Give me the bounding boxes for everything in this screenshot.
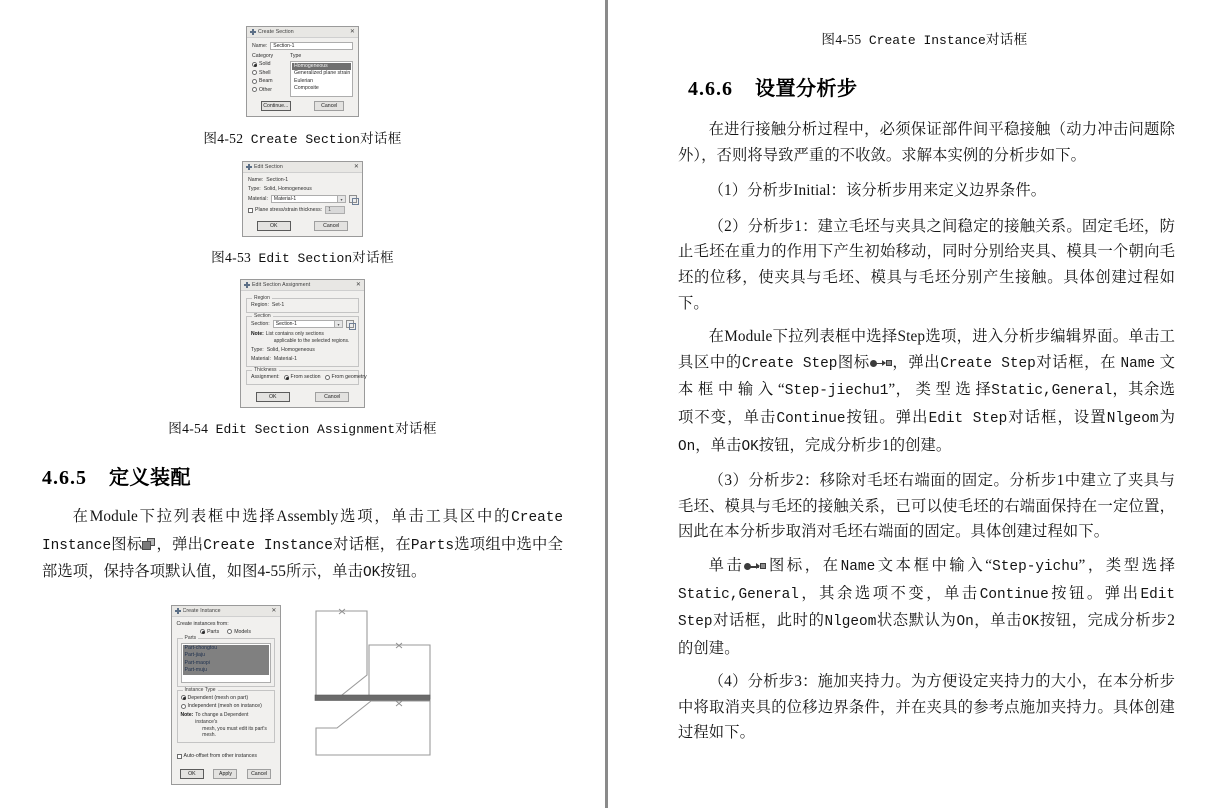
name-label: Name: xyxy=(248,177,264,183)
create-from-option-label: Parts xyxy=(207,628,220,635)
edit-material-icon[interactable] xyxy=(349,195,357,203)
text-segment-mono: OK xyxy=(1022,614,1040,631)
category-option-solid[interactable] xyxy=(252,61,286,67)
note-line-1: List contains only sections xyxy=(265,331,324,337)
text-segment: 文 本 框 中 输 入 “ xyxy=(678,353,1175,399)
type-row xyxy=(251,347,354,353)
text-segment: 为 xyxy=(1158,408,1175,426)
reference-point-markers xyxy=(339,609,402,706)
text-segment-mono: On xyxy=(956,614,974,631)
instance-type-group-title: Instance Type xyxy=(184,686,216,693)
instance-type-radio-group[interactable] xyxy=(181,695,271,710)
note-line-1: To change a Dependent instance's xyxy=(195,712,249,726)
section-row xyxy=(251,320,354,328)
assignment-option-label: From section xyxy=(290,374,321,381)
cancel-button[interactable]: Cancel xyxy=(247,769,271,779)
abaqus-icon xyxy=(250,29,256,35)
thickness-row xyxy=(248,206,357,214)
note-line-2: applicable to the selected regions. xyxy=(273,337,350,344)
abaqus-icon xyxy=(175,608,181,614)
right-column xyxy=(608,0,1213,808)
blank-bar xyxy=(315,695,430,701)
assignment-option-label: From geometry xyxy=(331,374,367,381)
type-column xyxy=(290,53,353,97)
cancel-button[interactable]: Cancel xyxy=(314,221,348,231)
section-heading-465 xyxy=(42,461,605,490)
text-segment: 图标 xyxy=(111,535,143,553)
ok-button[interactable]: OK xyxy=(180,769,204,779)
text-segment: 按钮。 xyxy=(380,563,427,581)
note-label: Note: xyxy=(251,331,264,337)
text-segment-mono: Static,General xyxy=(678,586,799,603)
category-option-label: Other xyxy=(259,86,272,93)
text-segment-mono: On xyxy=(678,438,696,455)
auto-offset-label: Auto-offset from other instances xyxy=(183,753,257,760)
caption-suffix: 对话框 xyxy=(395,421,437,437)
section-title: 定义装配 xyxy=(109,467,191,490)
text-segment: 对话框，在 xyxy=(1035,353,1121,371)
dialog-title: Edit Section Assignment xyxy=(252,282,311,288)
dialog-body xyxy=(172,617,280,784)
text-segment: 对话框，设置 xyxy=(1007,408,1107,426)
radio-dot-icon xyxy=(181,704,186,709)
caption-number: 图4-53 xyxy=(211,250,252,265)
text-segment-mono: Static,General xyxy=(991,383,1113,400)
name-row xyxy=(248,177,357,183)
abaqus-icon xyxy=(244,282,250,288)
text-segment: ，单击 xyxy=(973,612,1023,630)
figure-4-52-image xyxy=(0,26,605,117)
text-segment-mono: OK xyxy=(741,438,759,455)
thickness-group-title: Thickness xyxy=(254,367,277,374)
category-option-beam[interactable] xyxy=(252,78,286,84)
auto-offset-row xyxy=(177,746,275,764)
type-row xyxy=(248,186,357,192)
parts-listbox[interactable] xyxy=(181,643,271,683)
create-step-icon xyxy=(870,359,892,369)
section-value[interactable]: Section-1 xyxy=(273,320,335,328)
close-icon[interactable]: ✕ xyxy=(349,29,355,35)
text-segment-mono: OK xyxy=(362,565,381,582)
region-group-title: Region xyxy=(254,295,270,301)
chevron-down-icon[interactable]: ▾ xyxy=(338,195,346,203)
parts-group xyxy=(177,634,275,687)
paragraph-step-1: （2）分析步1：建立毛坯与夹具之间稳定的接触关系。固定毛坯，防止毛坯在重力的作用下产生初始移动，同时分别给夹具、模具一个朝向毛坯的位移，使夹具与毛坯、模具与毛坯分别产生接触。具体创建过程如下。 xyxy=(678,217,1175,312)
radio-dot-icon xyxy=(284,375,289,380)
region-row xyxy=(251,302,354,308)
close-icon[interactable]: ✕ xyxy=(355,282,361,288)
parts-group-title: Parts xyxy=(184,634,197,641)
paragraph-intro: 在进行接触分析过程中，必须保证部件间平稳接触（动力冲击问题除外），否则将导致严重的不收敛。求解本实例的分析步如下。 xyxy=(678,121,1175,164)
section-combobox[interactable] xyxy=(273,320,343,328)
checkbox-icon xyxy=(177,754,182,759)
type-label: Type: xyxy=(248,186,261,192)
assignment-option-from-geometry[interactable] xyxy=(325,374,367,380)
figure-4-52-caption xyxy=(0,127,605,147)
material-combobox[interactable] xyxy=(271,195,346,203)
dialog-body xyxy=(241,291,367,407)
text-segment-mono: Step-jiechu1 xyxy=(784,383,889,400)
text-segment: 对话框，此时的 xyxy=(712,612,825,630)
dialog-buttons xyxy=(246,388,359,402)
section-note xyxy=(251,331,354,344)
category-type-panel xyxy=(252,53,353,97)
region-value: Set-1 xyxy=(271,302,285,308)
figure-4-53-caption xyxy=(0,246,605,266)
edit-section-icon[interactable] xyxy=(346,320,354,328)
type-value: Solid, Homogeneous xyxy=(266,347,315,354)
text-segment: ”，类型选择 xyxy=(1078,556,1176,574)
assembly-svg xyxy=(311,605,435,761)
text-segment: ，单击 xyxy=(695,436,742,454)
text-segment: ，弹出 xyxy=(891,353,941,371)
radio-dot-icon xyxy=(200,629,205,634)
caption-number: 图4-52 xyxy=(203,131,244,146)
text-segment: ，其余选项不变，单击 xyxy=(678,381,1176,426)
category-option-label: Beam xyxy=(259,78,273,84)
type-label: Type: xyxy=(251,347,264,354)
type-value: Solid, Homogeneous xyxy=(263,186,312,192)
fixture-outline xyxy=(316,611,367,699)
instance-type-option-label: Independent (mesh on instance) xyxy=(187,703,262,710)
caption-mono: Edit Section xyxy=(258,251,353,266)
material-value[interactable]: Material-1 xyxy=(271,195,338,203)
create-instance-icon xyxy=(142,538,156,551)
text-segment: 对话框，在 xyxy=(332,535,411,553)
create-instance-dialog[interactable] xyxy=(171,605,281,785)
text-segment: ”， 类 型 选 择 xyxy=(888,381,992,399)
paragraph-step-initial: （1）分析步Initial：该分析步用来定义边界条件。 xyxy=(708,182,1047,200)
mold-lower-outline xyxy=(316,701,430,755)
paragraph-assembly xyxy=(42,504,563,587)
assignment-label: Assignment: xyxy=(251,374,280,381)
caption-suffix: 对话框 xyxy=(985,32,1028,47)
category-radio-group[interactable] xyxy=(252,61,286,93)
instance-type-option-label: Dependent (mesh on part) xyxy=(187,694,249,701)
mold-upper-outline xyxy=(369,645,430,699)
category-option-label: Shell xyxy=(259,69,271,76)
text-segment: 按钮，完成分析步1的创建。 xyxy=(758,436,952,454)
dialog-body xyxy=(247,38,358,116)
caption-mono: Create Instance xyxy=(868,33,986,48)
material-row xyxy=(251,356,354,362)
apply-button[interactable]: Apply xyxy=(213,769,237,779)
close-icon[interactable]: ✕ xyxy=(271,607,277,614)
figure-4-55-caption xyxy=(678,28,1171,48)
paragraph-step-1-detail xyxy=(678,324,1175,460)
create-from-option-label: Models xyxy=(234,628,251,635)
category-label: Category xyxy=(252,53,274,59)
text-segment-mono: Step-yichu xyxy=(992,558,1079,575)
abaqus-icon xyxy=(246,164,252,170)
text-segment: ，弹出 xyxy=(156,535,204,553)
left-column xyxy=(0,0,605,808)
list-item[interactable]: Part-chongtou xyxy=(183,645,269,652)
name-label: Name: xyxy=(252,43,268,49)
text-segment-mono: Continue xyxy=(979,586,1049,603)
paragraph-step-3: （4）分析步3：施加夹持力。为方便设定夹持力的大小，在本分析步中将取消夹具的位移边界条件，并在夹具的参考点施加夹持力。具体创建过程如下。 xyxy=(678,673,1175,742)
section-label: Section: xyxy=(251,321,270,327)
plane-thickness-checkbox[interactable] xyxy=(248,207,322,213)
note-text xyxy=(266,331,350,344)
radio-dot-icon xyxy=(252,70,257,75)
text-segment: 按钮。弹出 xyxy=(1048,584,1141,602)
radio-dot-icon xyxy=(252,87,257,92)
list-item[interactable]: Composite xyxy=(294,85,319,92)
thickness-input[interactable]: 1 xyxy=(325,206,345,214)
create-from-option-models[interactable] xyxy=(227,629,251,635)
figure-4-54-caption xyxy=(0,417,605,437)
text-segment-mono: Continue xyxy=(776,410,846,427)
text-segment: 按钮，完成分析步2的创建。 xyxy=(678,612,1175,657)
text-segment: 按钮。弹出 xyxy=(845,408,929,426)
dialog-body xyxy=(243,173,362,236)
category-option-shell[interactable] xyxy=(252,70,286,76)
chevron-down-icon[interactable]: ▾ xyxy=(335,320,343,328)
list-item[interactable]: Part-maopi xyxy=(183,660,269,667)
instance-type-option-dependent[interactable] xyxy=(181,695,271,701)
caption-mono: Edit Section Assignment xyxy=(215,422,396,438)
cancel-button[interactable]: Cancel xyxy=(314,101,344,111)
dialog-titlebar xyxy=(243,162,362,173)
text-segment: 状态默认为 xyxy=(876,612,957,630)
list-item[interactable]: Part-jiaju xyxy=(183,652,269,659)
note-label: Note: xyxy=(180,712,194,719)
caption-mono: Create Section xyxy=(250,132,360,147)
paragraph-step-2: （3）分析步2：移除对毛坯右端面的固定。分析步1中建立了夹具与毛坯、模具与毛坯的接触关系，已可以使毛坯的右端面保持在一定位置，因此在本分析步取消对毛坯右端面的固定。具体创建过程如下。 xyxy=(678,472,1175,541)
figure-4-55-image xyxy=(0,605,605,785)
text-segment-mono: Name xyxy=(1120,355,1156,372)
name-input[interactable]: Section-1 xyxy=(270,42,353,50)
section-heading-466 xyxy=(688,72,1213,101)
material-label: Material: xyxy=(251,356,271,363)
radio-dot-icon xyxy=(181,695,186,700)
continue-button[interactable]: Continue... xyxy=(261,101,291,111)
list-item[interactable]: Eulerian xyxy=(294,77,314,84)
plane-thickness-label: Plane stress/strain thickness: xyxy=(255,207,323,213)
figure-4-53-image xyxy=(0,161,605,237)
text-segment-mono: Create Instance xyxy=(203,537,333,554)
checkbox-icon xyxy=(248,208,253,213)
cancel-button[interactable]: Cancel xyxy=(315,392,349,402)
text-segment-mono: Nlgeom xyxy=(1106,410,1159,427)
assembly-viewport-drawing xyxy=(311,605,435,761)
create-section-dialog[interactable] xyxy=(246,26,359,117)
caption-suffix: 对话框 xyxy=(352,250,394,265)
material-value: Material-1 xyxy=(273,356,297,363)
list-item[interactable]: Part-muju xyxy=(183,667,269,674)
section-title: 设置分析步 xyxy=(755,78,858,100)
section-group-title: Section xyxy=(254,313,271,319)
instance-note xyxy=(181,712,271,738)
material-row xyxy=(248,195,357,203)
text-segment: 在Module下拉列表框中选择Step选项，进入分析步编辑界面。单击工具区中的 xyxy=(678,328,1175,371)
ok-button[interactable]: OK xyxy=(257,221,291,231)
category-option-label: Solid xyxy=(259,61,271,67)
section-number: 4.6.6 xyxy=(688,78,733,100)
text-segment-mono: Create Instance xyxy=(42,510,563,554)
text-segment-mono: Name xyxy=(840,558,876,575)
assignment-option-from-section[interactable] xyxy=(284,374,321,380)
dialog-titlebar xyxy=(247,27,358,38)
figure-4-54-image xyxy=(0,279,605,408)
create-from-option-parts[interactable] xyxy=(200,629,219,635)
note-line-2: mesh, you must edit its part's mesh. xyxy=(202,725,267,739)
name-row xyxy=(252,42,353,50)
note-text xyxy=(195,712,270,738)
caption-suffix: 对话框 xyxy=(359,131,402,146)
category-column xyxy=(252,53,286,97)
ok-button[interactable]: OK xyxy=(256,392,290,402)
section-group xyxy=(246,313,359,367)
material-label: Material: xyxy=(248,196,268,202)
text-segment: 图标，在 xyxy=(766,556,841,574)
list-item[interactable]: Homogeneous xyxy=(292,63,351,70)
text-segment-mono: Create Step xyxy=(940,355,1036,372)
region-group xyxy=(246,295,359,313)
category-option-other[interactable] xyxy=(252,87,286,93)
name-value: Section-1 xyxy=(266,177,289,183)
caption-number: 图4-55 xyxy=(821,32,862,47)
dialog-titlebar xyxy=(241,280,364,291)
edit-section-dialog[interactable] xyxy=(242,161,363,237)
paragraph-step-2-detail xyxy=(678,553,1175,661)
text-segment-mono: Parts xyxy=(410,537,455,554)
text-segment: 选项组中选中全部选项，保持各项默认值，如图4-55所示，单击 xyxy=(42,535,563,581)
edit-section-assignment-dialog[interactable] xyxy=(240,279,365,408)
region-label: Region: xyxy=(251,302,269,308)
text-segment: 文本框中输入“ xyxy=(875,556,993,574)
dialog-buttons xyxy=(177,765,275,779)
create-step-icon xyxy=(744,562,766,572)
type-listbox[interactable] xyxy=(290,61,353,97)
text-segment: 图标 xyxy=(837,353,870,371)
text-segment-mono: Edit Step xyxy=(928,410,1008,427)
create-from-label: Create instances from: xyxy=(176,620,229,627)
text-segment: ，其余选项不变，单击 xyxy=(798,584,980,602)
assignment-row xyxy=(251,374,367,381)
dialog-buttons xyxy=(252,97,353,111)
instance-type-group xyxy=(177,686,275,743)
instance-type-option-independent[interactable] xyxy=(181,703,271,709)
dialog-title: Create Section xyxy=(258,29,294,35)
dialog-title: Edit Section xyxy=(254,164,283,170)
radio-dot-icon xyxy=(252,62,257,67)
thickness-group xyxy=(246,367,367,385)
auto-offset-checkbox[interactable] xyxy=(177,753,257,759)
text-segment-mono: Nlgeom xyxy=(824,614,877,631)
text-segment-mono: Create Step xyxy=(741,355,838,372)
list-item[interactable]: Generalized plane strain xyxy=(294,70,351,77)
text-segment: 单击 xyxy=(708,556,745,574)
section-number: 4.6.5 xyxy=(42,467,87,490)
caption-number: 图4-54 xyxy=(168,421,209,437)
type-label: Type xyxy=(290,53,302,59)
dialog-title: Create Instance xyxy=(182,607,221,614)
text-segment-mono: Edit Step xyxy=(678,586,1175,631)
radio-dot-icon xyxy=(227,629,232,634)
close-icon[interactable]: ✕ xyxy=(353,164,359,170)
dialog-buttons xyxy=(248,217,357,231)
radio-dot-icon xyxy=(252,79,257,84)
radio-dot-icon xyxy=(325,375,330,380)
text-segment: 在Module下拉列表框中选择Assembly选项，单击工具区中的 xyxy=(72,508,512,526)
dialog-titlebar xyxy=(172,606,280,617)
